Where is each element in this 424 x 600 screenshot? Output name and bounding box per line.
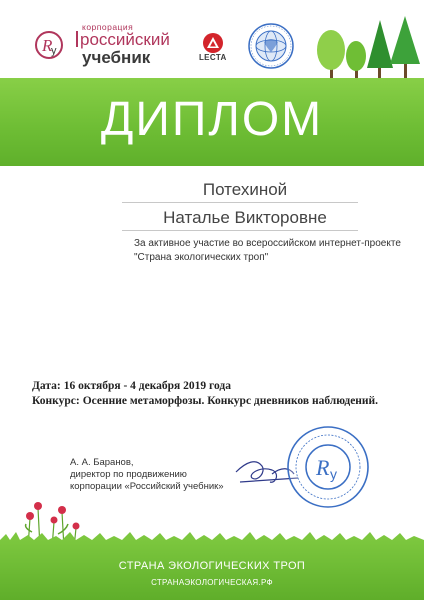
description-line-2: "Страна экологических троп" (134, 252, 269, 263)
recipient-name: Наталье Викторовне (163, 208, 327, 227)
svg-text:R: R (42, 36, 53, 55)
date-line (32, 380, 231, 392)
name-underline (122, 230, 358, 231)
footer-title: СТРАНА ЭКОЛОГИЧЕСКИХ ТРОП (118, 560, 306, 572)
corp-name-line2: учебник (82, 48, 151, 67)
corp-name-line1 (76, 30, 170, 50)
svg-text:R: R (316, 455, 330, 480)
lecta-label: LECTA (199, 53, 227, 62)
date-label: Дата: (32, 380, 61, 392)
description-line-1: За активное участие во всероссийском интернет-проекте (134, 238, 401, 249)
diploma-title: ДИПЛОМ (100, 93, 324, 146)
russian-textbook-logo-icon (34, 30, 70, 60)
geographic-society-logo-icon (247, 22, 295, 70)
contest-line (32, 395, 378, 407)
svg-text:y: y (330, 466, 337, 482)
signer-name: А. А. Баранов, (70, 457, 134, 468)
official-stamp-icon (286, 425, 370, 509)
contest-value: Осенние метаморфозы. Конкурс дневников наблюдений. (82, 395, 379, 407)
date-value: 16 октября - 4 декабря 2019 года (63, 380, 231, 392)
lecta-logo-icon (202, 33, 224, 53)
surname-underline (122, 202, 358, 203)
contest-label: Конкурс: (32, 395, 80, 407)
recipient-surname: Потехиной (202, 180, 288, 199)
footer-url: СТРАНАЭКОЛОГИЧЕСКАЯ.РФ (151, 578, 273, 587)
signer-position: директор по продвижению (70, 469, 187, 480)
svg-text:y: y (51, 45, 57, 57)
corp-small-label: корпорация (82, 22, 134, 32)
signer-org: корпорации «Российский учебник» (70, 481, 224, 492)
corp-name-1-text: российский (80, 30, 170, 49)
